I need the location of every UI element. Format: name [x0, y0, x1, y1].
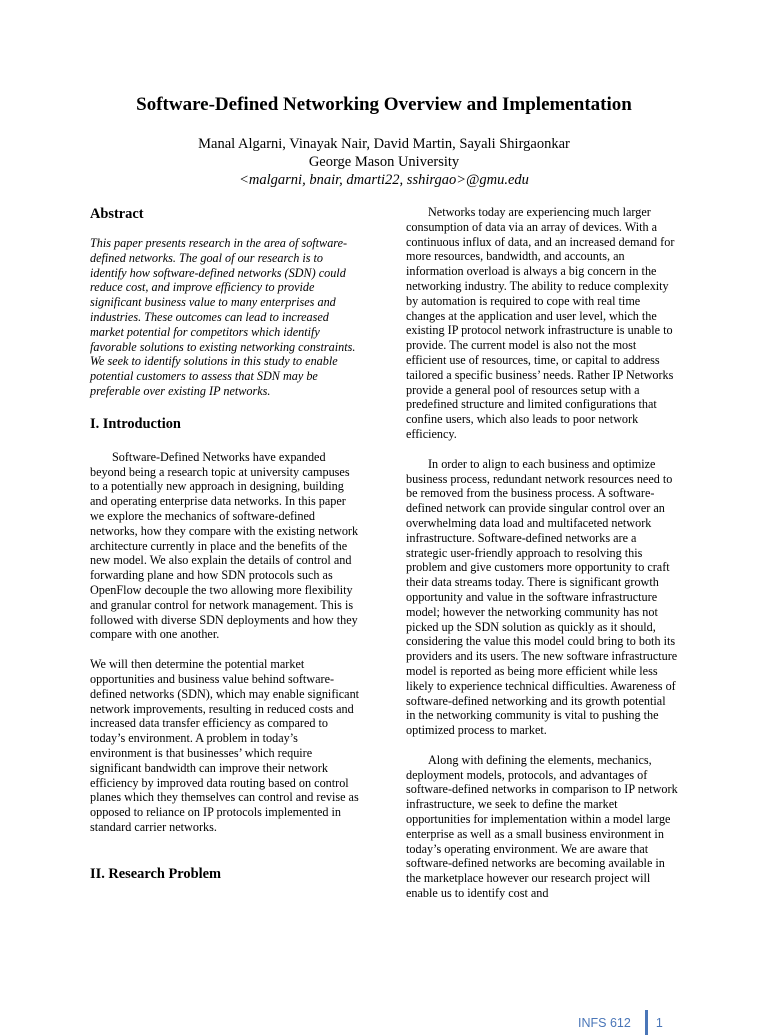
introduction-paragraph-2: We will then determine the potential market opportunities and business value behind software-defined networks (SDN), which may enable significant network improvements, resulting in reduced costs and increased data transfer efficiency as compared to today’s environment. A problem in today’s environment is that businesses’ which require significant bandwidth can improve their network efficiency by improved data routing based on control planes which they themselves can control and revise as opposed to reliance on IP protocols implemented in standard carrier networks.	[90, 657, 360, 834]
abstract-text: This paper presents research in the area of software-defined networks. The goal of our research is to identify how software-defined networks (SDN) could reduce cost, and improve efficiency to provide significant business value to many enterprises and industries. These outcomes can lead to increased market potential for competitors which identify favorable solutions to existing networking constraints. We seek to identify solutions in this study to enable potential customers to assess that SDN may be preferable over existing IP networks.	[90, 236, 356, 398]
footer-course: INFS 612	[578, 1015, 631, 1030]
left-column	[90, 205, 362, 900]
paper-title: Software-Defined Networking Overview and Implementation	[136, 94, 632, 115]
author-affiliation: George Mason University	[308, 154, 460, 170]
introduction-paragraph-1: Software-Defined Networks have expanded beyond being a research topic at university campuses to a potentially new approach in designing, building and operating enterprise data networks. In this paper we explore the mechanics of software-defined networks, how they compare with the existing network architecture currently in place and the benefits of the new model. We also explain the details of control and forwarding plane and how SDN protocols such as OpenFlow decouple the two allowing more flexibility and granular control for network management. This is followed with diverse SDN deployments and how they compare with one another.	[90, 449, 359, 642]
right-paragraph-3: Along with defining the elements, mechanics, deployment models, protocols, and advantages of software-defined networks in comparison to IP network infrastructure, we seek to define the market opportunities for implementation within a model large enterprise as well as a small business environment in today’s operating environment. We are aware that software-defined networks are becoming available in the marketplace however our research project will enable us to identify cost and	[406, 752, 678, 901]
author-names: Manal Algarni, Vinayak Nair, David Martin, Sayali Shirgaonkar	[198, 136, 570, 152]
research-problem-heading: II. Research Problem	[90, 865, 221, 882]
page-number: 1	[655, 1015, 663, 1030]
author-email: <malgarni, bnair, dmarti22, sshirgao>@gmu.edu	[239, 172, 529, 188]
footer-divider	[645, 1010, 648, 1035]
page-footer	[578, 1010, 663, 1035]
abstract-heading: Abstract	[90, 206, 144, 222]
right-paragraph-1: Networks today are experiencing much larger consumption of data via an array of devices. With a continuous influx of data, and an increased demand for more resources, bandwidth, and accounts, an information overload is always a big concern in the networking industry. The ability to reduce complexity by automation is required to cope with real time changes at the application and user level, which the existing IP protocol network infrastructure is unable to provide. The current model is also not the most efficient use of resources, time, or capital to address tailored a specific business’ needs. Rather IP Networks provide a general pool of resources setup with a predefined structure and limited configurations that confine users, which also leads to poor network efficiency.	[406, 205, 675, 441]
introduction-heading: I. Introduction	[90, 415, 181, 432]
author-block	[0, 135, 768, 189]
right-column	[406, 205, 678, 916]
right-paragraph-2: In order to align to each business and optimize business process, redundant network resources need to be removed from the business process. A software-defined network can provide singular control over an overwhelming data load and multifaceted network infrastructure. Software-defined networks are a strategic user-friendly approach to resolving this problem and give customers more opportunity to craft their data streams today. There is significant growth opportunity and value in the software infrastructure model; however the networking community has not picked up the SDN solution as quickly as it should, considering the value this model could bring to both its providers and its users. The new software infrastructure model is reported as being more efficient while less likely to experience technical difficulties. Awareness of software-defined networking and its growth potential in the networking community is vital to pushing the optimized process to market.	[406, 456, 678, 738]
